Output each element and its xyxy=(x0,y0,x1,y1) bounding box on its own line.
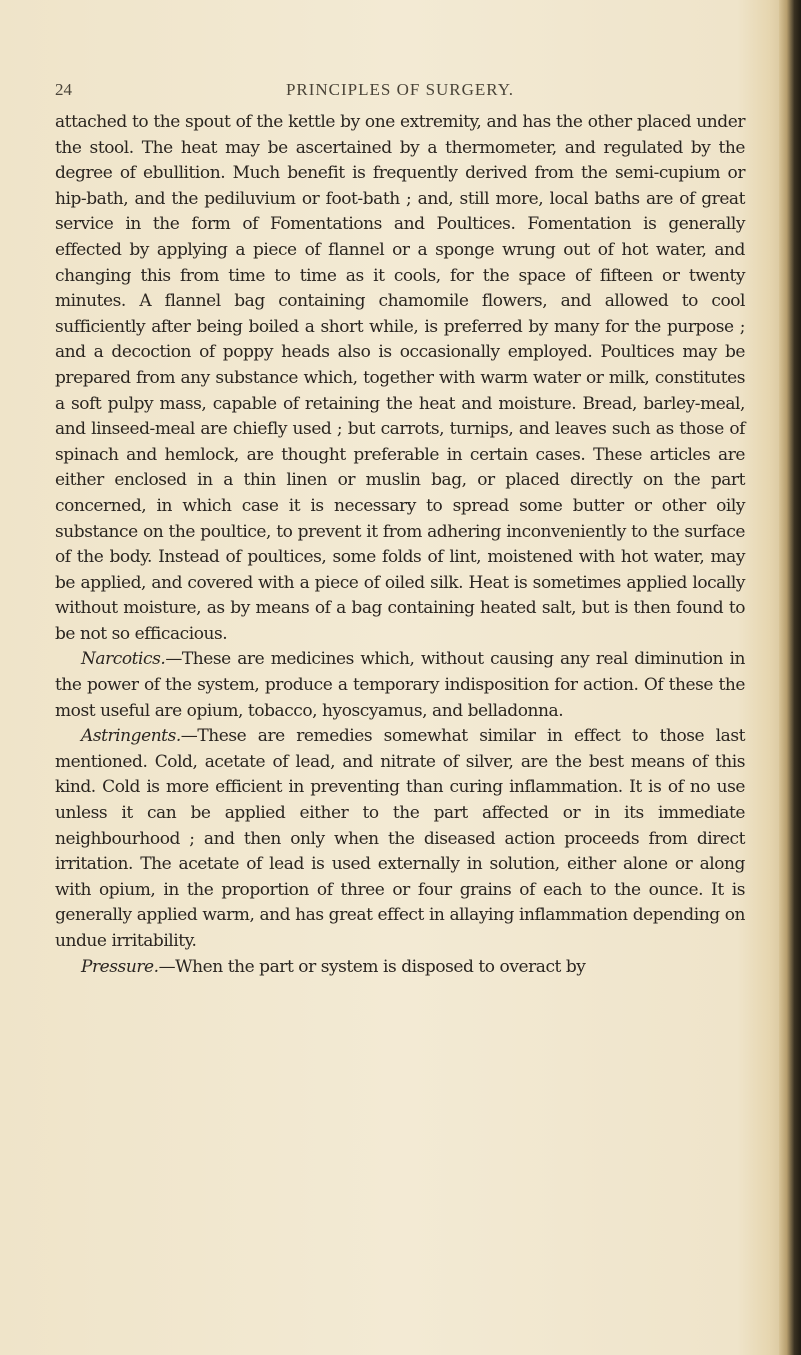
paragraph-fomentations xyxy=(55,110,745,647)
section-heading-narcotics: Narcotics. xyxy=(81,649,166,670)
paragraph-text: —When the part or system is disposed to overact by xyxy=(158,956,586,977)
page-number: 24 xyxy=(55,80,72,99)
paragraph-text: attached to the spout of the kettle by one extremity, and has the other placed under the stool. The heat may be ascertained by a thermometer, and regulated by the degree of ebullition. Much benefit is frequently derived from the semi-cupium or hip-bath, and the pediluvium or foot-bath ; and, still more, local baths are of great service in the form of Fomentations and Poultices. Fomentation is generally effected by applying a piece of flannel or a sponge wrung out of hot water, and changing this from time to time as it cools, for the space of fifteen or twenty minutes. A flannel bag containing chamomile flowers, and allowed to cool sufficiently after being boiled a short while, is preferred by many for the purpose ; and a decoction of poppy heads also is occasionally employed. Poultices may be prepared from any substance which, together with warm water or milk, constitutes a soft pulpy mass, capable of retaining the heat and moisture. Bread, barley-meal, and linseed-meal are chiefly used ; but carrots, turnips, and leaves such as those of spinach and hemlock, are thought preferable in certain cases. These articles are either enclosed in a thin linen or muslin bag, or placed directly on the part concerned, in which case it is necessary to spread some butter or other oily substance on the poultice, to prevent it from adhering inconveniently to the surface of the body. Instead of poultices, some folds of lint, moistened with hot water, may be applied, and covered with a piece of oiled silk. Heat is sometimes applied locally without moisture, as by means of a bag containing heated salt, but is then found to be not so efficacious. xyxy=(55,112,745,644)
paragraph-pressure xyxy=(55,955,745,981)
page-header xyxy=(55,80,745,104)
page-binding-edge xyxy=(779,0,801,1355)
section-heading-pressure: Pressure. xyxy=(81,956,159,977)
body-text xyxy=(55,110,745,980)
paragraph-astringents xyxy=(55,724,745,954)
paragraph-text: —These are medicines which, without causing any real diminution in the power of the system, produce a temporary indisposition for action. Of these the most useful are opium, tobacco, hyoscyamus, and belladonna. xyxy=(55,649,745,721)
paragraph-narcotics xyxy=(55,647,745,724)
paragraph-text: —These are remedies somewhat similar in effect to those last mentioned. Cold, acetate of lead, and nitrate of silver, are the best means of this kind. Cold is more efficient in preventing than curing inflammation. It is of no use unless it can be applied either to the part affected or in its immediate neighbourhood ; and then only when the diseased action proceeds from direct irritation. The acetate of lead is used externally in solution, either alone or along with opium, in the proportion of three or four grains of each to the ounce. It is generally applied warm, and has great effect in allaying inflammation depending on undue irritability. xyxy=(55,726,745,951)
running-head: PRINCIPLES OF SURGERY. xyxy=(285,80,515,99)
section-heading-astringents: Astringents. xyxy=(81,726,181,747)
